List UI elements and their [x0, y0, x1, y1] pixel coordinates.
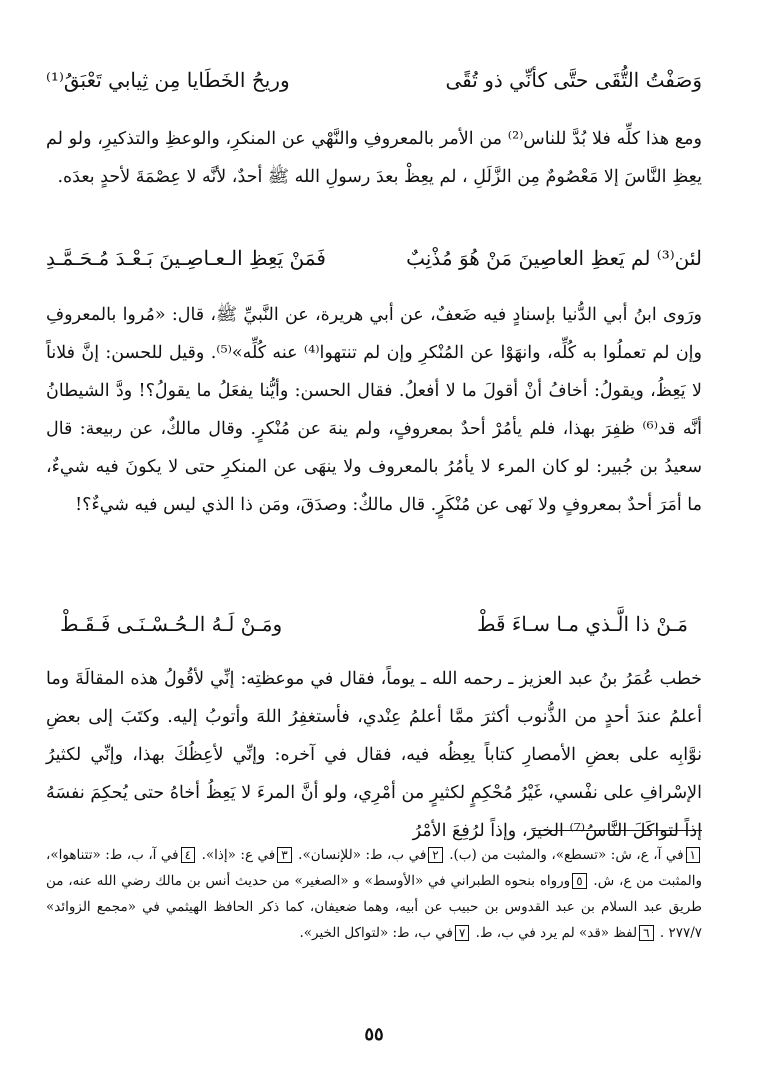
footnote-1-text: في آ، ع، ش: «تسطع»، والمثبت من (ب).	[449, 847, 684, 863]
footnote-3	[202, 847, 294, 863]
footnote-3-number: ٣	[277, 847, 291, 863]
footnote-separator	[532, 830, 702, 831]
footnotes	[46, 842, 702, 992]
footnote-3-text: في ع: «إذا».	[201, 847, 276, 863]
footnote-2-text: في ب، ط: «للإنسان».	[298, 847, 427, 863]
paragraph-2-text: ورَوى ابنُ أبي الدُّنيا بإسنادٍ فيه ضَعفٌ، عن أبي هريرة، عن النَّبيِّ ﷺ، قال: «مُروا بالمعروفِ وإن لم تعملُوا به كُلِّه، وانهَوْا عن المُنْكرِ وإن لم تنتهوا⁽⁴⁾ عنه كُلِّه»⁽⁵⁾. وقيل للحسن: إنَّ فلاناً لا يَعِظُ، ويقولُ: أخافُ أنْ أقولَ ما لا أفعلُ. فقال الحسن: وأيُّنا يفعَلُ ما يقولُ؟! ودَّ الشيطانُ أنَّه قد⁽⁶⁾ ظفِرَ بهذا، فلم يأمُرْ أحدٌ بمعروفٍ، ولم ينهَ عن مُنْكرٍ. وقال مالكٌ، عن ربيعة: قال سعيدُ بن جُبير: لو كان المرء لا يأمُرُ بالمعروف ولا ينهَى عن المنكرِ حتى لا يكونَ فيه شيءٌ، ما أمَرَ أحدٌ بمعروفٍ ولا نَهى عن مُنْكَرٍ. قال مالكٌ: وصدَقَ، ومَن ذا الذي ليس فيه شيءٌ؟!	[46, 305, 702, 515]
paragraph-3-text: خطب عُمَرُ بنُ عبد العزيز ـ رحمه الله ـ يوماً، فقال في موعظتِه: إنِّي لأقُولُ هذه المقالَةَ وما أعلمُ عندَ أحدٍ من الذُّنوب أكثرَ ممَّا أعلمُ عِنْدي، فأستغفِرُ اللهَ وأتوبُ إليه. وكتَبَ إلى بعضِ نوَّابِه على بعضِ الأمصارِ كتاباً يعِظُه فيه، فقال في آخره: وإنِّي لأعِظُكَ بهذا، وإنِّي لكثيرُ الإسْرافِ على نفْسي، غَيْرُ مُحْكِمٍ لكثيرٍ من أمْرِي، ولو أنَّ المرءَ لا يَعِظُ أخاهُ حتى يُحكِمَ نفسَهُ إذاً لتواكَلَ النَّاسُ⁽⁷⁾ الخيرَ، وإذاً لرُفِعَ الأمْرُ	[46, 669, 702, 841]
footnote-7-text: في ب، ط: «لتواكل الخير».	[299, 925, 453, 941]
footnote-1	[449, 847, 702, 863]
verse-3	[46, 612, 702, 636]
verse-3-second-hemistich: ومَـنْ لَـهُ الـحُـسْـنَـى فَـقَـطْ	[60, 612, 283, 636]
verse-1-second-hemistich: وريحُ الخَطَايا مِن ثِيابي تَعْبَقُ⁽¹⁾	[46, 68, 290, 92]
footnote-6-number: ٦	[639, 925, 653, 941]
verse-2-second-hemistich: فَمَنْ يَعِظِ الـعـاصِـينَ بَـعْـدَ مُـحَـمَّـدِ	[46, 246, 326, 270]
footnote-5-text: ورواه بنحوه الطبراني في «الأوسط» و «الصغير» من حديث أنس بن مالك رضي الله عنه، من طريق عبد السلام بن عبد القدوس بن حبيب عن أبيه، وهما ضعيفان، كما ذكر الحافظ الهيثمي في «مجمع الزوائد» ٢٧٧/٧ .	[46, 873, 702, 941]
verse-2-first-hemistich: لئن⁽³⁾ لم يَعظِ العاصِينَ مَنْ هُوَ مُذْنِبٌ	[406, 246, 702, 270]
paragraph-3	[46, 660, 702, 841]
paragraph-1-text: ومع هذا كلِّه فلا بُدَّ للناس⁽²⁾ من الأمر بالمعروفِ والنَّهْي عن المنكرِ، والوعظِ والتذكيرِ، ولو لم يعِظِ النَّاسَ إلا مَعْصُومٌ مِن الزَّلَلِ ، لم يعِظْ بعدَ رسولِ الله ﷺ أحدٌ، لأنَّه لا عِصْمَةَ لأحدٍ بعدَه.	[46, 129, 702, 187]
footnote-6	[476, 925, 656, 941]
footnote-7-number: ٧	[455, 925, 469, 941]
page	[46, 46, 702, 1056]
paragraph-2	[46, 296, 702, 600]
footnote-2-number: ٢	[428, 847, 442, 863]
verse-3-first-hemistich: مَـنْ ذا الَّـذي مـا سـاءَ قَطْ	[476, 612, 688, 636]
footnote-5-number: ٥	[572, 873, 586, 889]
paragraph-1	[46, 120, 702, 234]
page-number: ٥٥	[364, 1024, 384, 1045]
verse-1-first-hemistich: وَصَفْتُ التُّقَى حتَّى كأنِّي ذو تُقًى	[445, 68, 702, 92]
footnote-1-number: ١	[686, 847, 700, 863]
footnote-6-text: لفظ «قد» لم يرد في ب، ط.	[475, 925, 638, 941]
verse-1	[46, 68, 702, 92]
footnote-2	[298, 847, 445, 863]
footnote-4-text: في آ، ب، ط: «تتناهوا»، والمثبت من ع، ش.	[46, 847, 702, 889]
footnote-4-number: ٤	[181, 847, 195, 863]
verse-2	[46, 246, 702, 270]
footnote-7	[299, 925, 471, 941]
